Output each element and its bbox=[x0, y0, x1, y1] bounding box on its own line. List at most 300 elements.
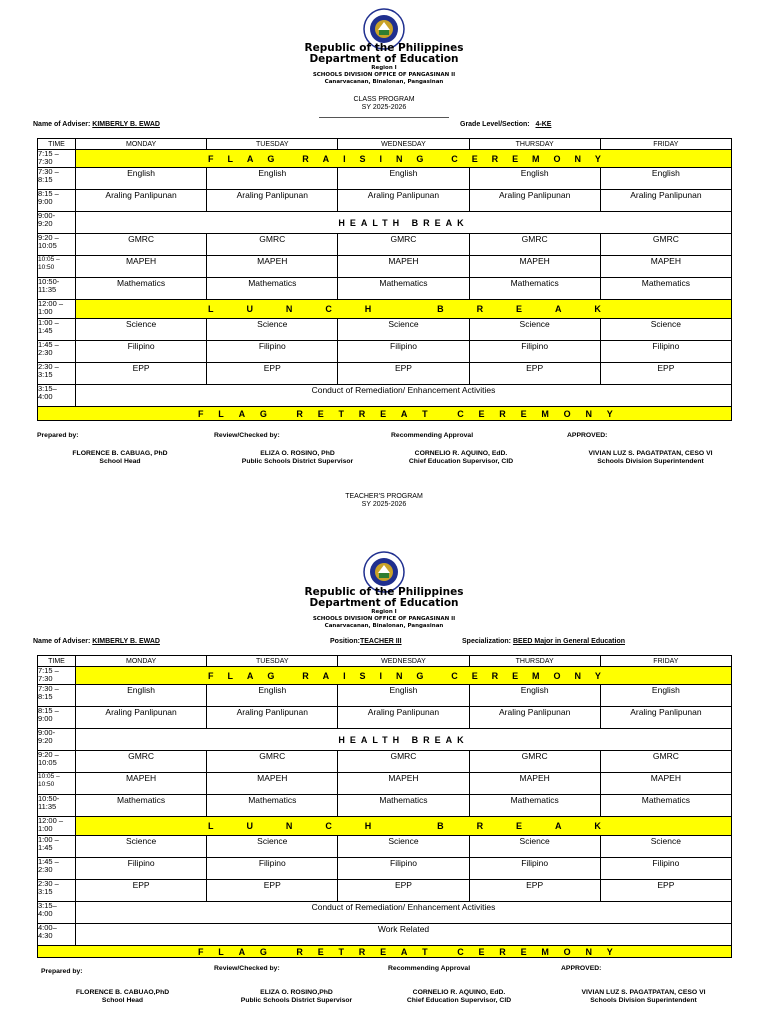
school-head-signatory: FLORENCE B. CABUAO,PhD School Head bbox=[75, 989, 170, 1004]
banner-letter: E bbox=[512, 670, 519, 681]
region-text: Region I bbox=[371, 65, 397, 71]
position-value: TEACHER III bbox=[359, 638, 402, 645]
subject-cell: Science bbox=[338, 319, 469, 341]
address-text: Canarvacanan, Binalonan, Pangasinan bbox=[324, 623, 444, 629]
specialization-value: BEED Major in General Education bbox=[512, 638, 625, 645]
banner-letter: T bbox=[338, 946, 344, 957]
health-break: HEALTH BREAK bbox=[76, 729, 732, 751]
republic-heading: Republic of the Philippines bbox=[304, 42, 464, 54]
banner-letter: C bbox=[451, 153, 458, 164]
psds-signatory: ELIZA O. ROSINO, PhD Public Schools District Supervisor bbox=[241, 450, 354, 465]
subject-cell: MAPEH bbox=[338, 256, 469, 278]
subject-cell: Mathematics bbox=[600, 795, 731, 817]
banner-letter: E bbox=[471, 153, 478, 164]
col-wednesday: WEDNESDAY bbox=[338, 656, 469, 667]
col-time: TIME bbox=[38, 139, 76, 150]
subject-cell: EPP bbox=[76, 363, 207, 385]
banner-letter: E bbox=[478, 946, 485, 957]
banner-letter: R bbox=[358, 946, 366, 957]
subject-cell: Filipino bbox=[469, 341, 600, 363]
subject-cell: Mathematics bbox=[469, 278, 600, 300]
subject-cell: Science bbox=[600, 836, 731, 858]
table-row bbox=[38, 729, 732, 751]
subject-cell: MAPEH bbox=[600, 256, 731, 278]
banner-letter: G bbox=[259, 408, 267, 419]
flag-raising-ceremony bbox=[76, 667, 732, 685]
banner-letter: A bbox=[322, 670, 330, 681]
banner-letter: A bbox=[322, 153, 330, 164]
banner-letter: E bbox=[380, 946, 387, 957]
subject-cell: GMRC bbox=[338, 751, 469, 773]
subject-cell: English bbox=[469, 685, 600, 707]
school-year: SY 2025-2026 bbox=[361, 501, 407, 508]
table-row bbox=[38, 751, 732, 773]
subject-cell: Science bbox=[469, 836, 600, 858]
psds-signatory: ELIZA O. ROSINO,PhD Public Schools District Supervisor bbox=[240, 989, 353, 1004]
banner-letter: M bbox=[532, 670, 540, 681]
time-cell: 7:30 – 8:15 bbox=[38, 685, 76, 707]
subject-cell: Mathematics bbox=[76, 795, 207, 817]
specialization-line: Specialization: BEED Major in General Education bbox=[462, 638, 625, 645]
division-text: SCHOOLS DIVISION OFFICE OF PANGASINAN II bbox=[312, 72, 456, 78]
banner-letter: A bbox=[400, 946, 408, 957]
subject-cell: GMRC bbox=[207, 234, 338, 256]
table-row bbox=[38, 817, 732, 836]
banner-letter: G bbox=[267, 670, 275, 681]
subject-cell: EPP bbox=[76, 880, 207, 902]
banner-letter: E bbox=[471, 670, 478, 681]
banner-letter: S bbox=[359, 153, 366, 164]
banner-letter: R bbox=[499, 408, 506, 419]
sds-signatory: VIVIAN LUZ S. PAGATPATAN, CESO VI Schools Division Superintendent bbox=[581, 989, 706, 1004]
adviser-line: Name of Adviser: KIMBERLY B. EWAD bbox=[33, 121, 160, 128]
teacher-schedule-table bbox=[37, 655, 732, 958]
reviewed-by-label: Review/Checked by: bbox=[214, 965, 280, 972]
flag-retreat-ceremony bbox=[38, 407, 732, 421]
banner-letter: L bbox=[227, 153, 233, 164]
banner-letter: R bbox=[491, 670, 499, 681]
banner-letter: L bbox=[218, 408, 224, 419]
time-cell: 9:00- 9:20 bbox=[38, 212, 76, 234]
banner-letter: R bbox=[296, 408, 303, 419]
banner-letter: U bbox=[246, 821, 253, 831]
subject-cell: Mathematics bbox=[338, 795, 469, 817]
subject-cell: Filipino bbox=[469, 858, 600, 880]
lunch-break bbox=[76, 817, 732, 836]
banner-letter: N bbox=[585, 946, 592, 957]
prepared-by-label: Prepared by: bbox=[37, 432, 79, 439]
banner-letter: O bbox=[553, 670, 561, 681]
banner-letter: G bbox=[267, 153, 275, 164]
table-row bbox=[38, 880, 732, 902]
banner-letter: T bbox=[422, 408, 428, 419]
table-row bbox=[38, 407, 732, 421]
subject-cell: EPP bbox=[469, 880, 600, 902]
time-cell: 9:20 – 10:05 bbox=[38, 234, 76, 256]
subject-cell: Araling Panlipunan bbox=[338, 190, 469, 212]
banner-letter: E bbox=[478, 408, 485, 419]
banner-letter: N bbox=[395, 670, 403, 681]
banner-letter: A bbox=[554, 304, 562, 314]
remediation-activities: Conduct of Remediation/ Enhancement Activities bbox=[76, 902, 732, 924]
banner-letter: N bbox=[285, 304, 293, 314]
table-row bbox=[38, 300, 732, 319]
banner-letter: R bbox=[476, 304, 484, 314]
approved-label: APPROVED: bbox=[567, 432, 608, 439]
prepared-by-label: Prepared by: bbox=[41, 968, 83, 975]
subject-cell: MAPEH bbox=[76, 256, 207, 278]
time-cell: 7:30 – 8:15 bbox=[38, 168, 76, 190]
table-row bbox=[38, 341, 732, 363]
banner-letter: L bbox=[227, 670, 233, 681]
table-row bbox=[38, 150, 732, 168]
banner-letter: E bbox=[317, 946, 324, 957]
banner-letter: N bbox=[574, 153, 581, 164]
subject-cell: EPP bbox=[600, 880, 731, 902]
time-cell: 3:15– 4:00 bbox=[38, 385, 76, 407]
time-cell: 12:00 – 1:00 bbox=[38, 817, 76, 836]
subject-cell: Mathematics bbox=[338, 278, 469, 300]
table-row bbox=[38, 667, 732, 685]
subject-cell: English bbox=[76, 168, 207, 190]
subject-cell: Araling Panlipunan bbox=[207, 707, 338, 729]
subject-cell: English bbox=[600, 685, 731, 707]
time-cell: 8:15 – 9:00 bbox=[38, 190, 76, 212]
banner-letter: E bbox=[512, 153, 519, 164]
banner-letter: Y bbox=[594, 153, 601, 164]
col-monday: MONDAY bbox=[76, 656, 207, 667]
banner-letter: Y bbox=[594, 670, 601, 681]
subject-cell: Science bbox=[76, 319, 207, 341]
banner-letter: C bbox=[457, 408, 464, 419]
flag-retreat-ceremony bbox=[38, 946, 732, 958]
banner-letter: Y bbox=[606, 946, 613, 957]
table-row bbox=[38, 190, 732, 212]
time-cell: 2:30 – 3:15 bbox=[38, 880, 76, 902]
position-line: Position:TEACHER III bbox=[330, 638, 402, 645]
banner-letter: C bbox=[451, 670, 458, 681]
banner-letter: F bbox=[198, 946, 204, 957]
subject-cell: Filipino bbox=[207, 341, 338, 363]
col-time: TIME bbox=[38, 656, 76, 667]
class-program-title bbox=[0, 96, 768, 121]
time-cell: 1:00 – 1:45 bbox=[38, 836, 76, 858]
work-related: Work Related bbox=[76, 924, 732, 946]
banner-letter: M bbox=[541, 408, 549, 419]
subject-cell: Filipino bbox=[207, 858, 338, 880]
adviser-line: Name of Adviser: KIMBERLY B. EWAD bbox=[33, 638, 160, 645]
time-cell: 8:15 – 9:00 bbox=[38, 707, 76, 729]
banner-letter: F bbox=[198, 408, 204, 419]
subject-cell: MAPEH bbox=[76, 773, 207, 795]
banner-letter: N bbox=[574, 670, 581, 681]
subject-cell: English bbox=[338, 685, 469, 707]
subject-cell: Araling Panlipunan bbox=[600, 707, 731, 729]
banner-letter: R bbox=[302, 153, 309, 164]
subject-cell: GMRC bbox=[76, 234, 207, 256]
subject-cell: MAPEH bbox=[338, 773, 469, 795]
subject-cell: English bbox=[338, 168, 469, 190]
banner-letter: L bbox=[218, 946, 224, 957]
region-text: Region I bbox=[371, 609, 397, 615]
banner-letter: N bbox=[585, 408, 592, 419]
subject-cell: Filipino bbox=[76, 858, 207, 880]
banner-letter: R bbox=[302, 670, 309, 681]
banner-letter: Y bbox=[606, 408, 613, 419]
subject-cell: Araling Panlipunan bbox=[76, 190, 207, 212]
banner-letter: A bbox=[246, 153, 254, 164]
recommending-approval-label: Recommending Approval bbox=[391, 432, 474, 439]
subject-cell: English bbox=[469, 168, 600, 190]
subject-cell: MAPEH bbox=[469, 256, 600, 278]
subject-cell: GMRC bbox=[207, 751, 338, 773]
address-text: Canarvacanan, Binalonan, Pangasinan bbox=[324, 79, 444, 85]
table-row bbox=[38, 773, 732, 795]
banner-letter: C bbox=[457, 946, 464, 957]
time-cell: 9:00- 9:20 bbox=[38, 729, 76, 751]
republic-heading: Republic of the Philippines bbox=[304, 586, 464, 598]
ces-signatory: CORNELIO R. AQUINO, EdD. Chief Education Supervisor, CID bbox=[406, 989, 512, 1004]
banner-letter: C bbox=[325, 304, 332, 314]
time-cell: 12:00 – 1:00 bbox=[38, 300, 76, 319]
subject-cell: Filipino bbox=[338, 858, 469, 880]
subject-cell: English bbox=[600, 168, 731, 190]
subject-cell: Mathematics bbox=[207, 278, 338, 300]
banner-letter: O bbox=[563, 946, 571, 957]
table-row bbox=[38, 902, 732, 924]
remediation-activities: Conduct of Remediation/ Enhancement Activities bbox=[76, 385, 732, 407]
subject-cell: English bbox=[76, 685, 207, 707]
subject-cell: MAPEH bbox=[600, 773, 731, 795]
department-heading: Department of Education bbox=[309, 53, 459, 65]
class-schedule-table bbox=[37, 138, 732, 421]
banner-letter: I bbox=[379, 670, 382, 681]
letterhead bbox=[0, 587, 768, 630]
subject-cell: MAPEH bbox=[207, 256, 338, 278]
col-tuesday: TUESDAY bbox=[207, 139, 338, 150]
table-row bbox=[38, 707, 732, 729]
banner-letter: L bbox=[208, 304, 214, 314]
table-header-row bbox=[38, 139, 732, 150]
adviser-name: KIMBERLY B. EWAD bbox=[92, 638, 160, 645]
table-row bbox=[38, 234, 732, 256]
subject-cell: EPP bbox=[469, 363, 600, 385]
banner-letter: I bbox=[343, 153, 346, 164]
subject-cell: Science bbox=[207, 319, 338, 341]
subject-cell: Araling Panlipunan bbox=[338, 707, 469, 729]
school-year: SY 2025-2026 bbox=[361, 104, 407, 111]
subject-cell: MAPEH bbox=[207, 773, 338, 795]
subject-cell: Science bbox=[600, 319, 731, 341]
table-row bbox=[38, 256, 732, 278]
banner-letter: E bbox=[380, 408, 387, 419]
banner-letter: R bbox=[476, 821, 484, 831]
table-row bbox=[38, 795, 732, 817]
col-wednesday: WEDNESDAY bbox=[338, 139, 469, 150]
banner-letter: K bbox=[594, 304, 601, 314]
banner-letter: B bbox=[437, 304, 444, 314]
subject-cell: Science bbox=[207, 836, 338, 858]
subject-cell: Science bbox=[338, 836, 469, 858]
banner-letter: B bbox=[437, 821, 444, 831]
subject-cell: EPP bbox=[338, 363, 469, 385]
table-row bbox=[38, 278, 732, 300]
subject-cell: GMRC bbox=[469, 751, 600, 773]
banner-letter: E bbox=[520, 946, 527, 957]
program-title: CLASS PROGRAM bbox=[353, 96, 415, 103]
teacher-program-title bbox=[0, 493, 768, 509]
banner-letter: R bbox=[499, 946, 506, 957]
time-cell: 4:00– 4:30 bbox=[38, 924, 76, 946]
subject-cell: Filipino bbox=[600, 858, 731, 880]
col-monday: MONDAY bbox=[76, 139, 207, 150]
banner-letter: A bbox=[554, 821, 562, 831]
banner-letter: H bbox=[364, 304, 372, 314]
banner-letter: C bbox=[325, 821, 332, 831]
banner-letter: F bbox=[208, 670, 214, 681]
banner-letter: A bbox=[238, 946, 246, 957]
col-friday: FRIDAY bbox=[600, 656, 731, 667]
banner-letter: E bbox=[317, 408, 324, 419]
banner-letter: M bbox=[541, 946, 549, 957]
time-cell: 2:30 – 3:15 bbox=[38, 363, 76, 385]
subject-cell: Araling Panlipunan bbox=[469, 190, 600, 212]
banner-letter: K bbox=[594, 821, 601, 831]
subject-cell: EPP bbox=[338, 880, 469, 902]
time-cell: 10:50- 11:35 bbox=[38, 795, 76, 817]
table-row bbox=[38, 319, 732, 341]
table-row bbox=[38, 836, 732, 858]
subject-cell: GMRC bbox=[600, 234, 731, 256]
approved-label: APPROVED: bbox=[561, 965, 602, 972]
subject-cell: Mathematics bbox=[207, 795, 338, 817]
banner-letter: A bbox=[238, 408, 246, 419]
time-cell: 3:15– 4:00 bbox=[38, 902, 76, 924]
letterhead bbox=[0, 43, 768, 86]
banner-letter: I bbox=[379, 153, 382, 164]
subject-cell: Filipino bbox=[600, 341, 731, 363]
banner-letter: G bbox=[416, 670, 424, 681]
school-head-signatory: FLORENCE B. CABUAG, PhD School Head bbox=[72, 450, 168, 465]
divider-line bbox=[319, 112, 449, 118]
banner-letter: F bbox=[208, 153, 214, 164]
program-title: TEACHER'S PROGRAM bbox=[345, 493, 423, 500]
reviewed-by-label: Review/Checked by: bbox=[214, 432, 280, 439]
department-heading: Department of Education bbox=[309, 597, 459, 609]
banner-letter: I bbox=[343, 670, 346, 681]
banner-letter: O bbox=[563, 408, 571, 419]
adviser-name: KIMBERLY B. EWAD bbox=[92, 121, 160, 128]
subject-cell: Mathematics bbox=[76, 278, 207, 300]
flag-raising-ceremony bbox=[76, 150, 732, 168]
lunch-break bbox=[76, 300, 732, 319]
time-cell: 1:45 – 2:30 bbox=[38, 341, 76, 363]
table-row bbox=[38, 924, 732, 946]
time-cell: 10:50- 11:35 bbox=[38, 278, 76, 300]
table-row bbox=[38, 363, 732, 385]
ces-signatory: CORNELIO R. AQUINO, EdD. Chief Education Supervisor, CID bbox=[408, 450, 514, 465]
col-friday: FRIDAY bbox=[600, 139, 731, 150]
table-row bbox=[38, 858, 732, 880]
banner-letter: G bbox=[416, 153, 424, 164]
banner-letter: R bbox=[358, 408, 366, 419]
banner-letter: M bbox=[532, 153, 540, 164]
subject-cell: English bbox=[207, 685, 338, 707]
recommending-approval-label: Recommending Approval bbox=[388, 965, 471, 972]
subject-cell: EPP bbox=[207, 363, 338, 385]
subject-cell: Mathematics bbox=[469, 795, 600, 817]
time-cell: 10:05 – 10:50 bbox=[38, 256, 76, 278]
col-thursday: THURSDAY bbox=[469, 656, 600, 667]
time-cell: 10:05 – 10:50 bbox=[38, 773, 76, 795]
time-cell: 7:15 – 7:30 bbox=[38, 150, 76, 168]
banner-letter: U bbox=[246, 304, 253, 314]
subject-cell: Mathematics bbox=[600, 278, 731, 300]
table-row bbox=[38, 685, 732, 707]
subject-cell: Science bbox=[76, 836, 207, 858]
sds-signatory: VIVIAN LUZ S. PAGATPATAN, CESO VI Schools Division Superintendent bbox=[588, 450, 713, 465]
banner-letter: T bbox=[338, 408, 344, 419]
time-cell: 1:45 – 2:30 bbox=[38, 858, 76, 880]
subject-cell: Araling Panlipunan bbox=[600, 190, 731, 212]
subject-cell: Araling Panlipunan bbox=[76, 707, 207, 729]
banner-letter: E bbox=[516, 821, 523, 831]
subject-cell: Science bbox=[469, 319, 600, 341]
banner-letter: N bbox=[285, 821, 293, 831]
subject-cell: Filipino bbox=[76, 341, 207, 363]
subject-cell: Araling Panlipunan bbox=[207, 190, 338, 212]
grade-section-line: Grade Level/Section: 4-KE bbox=[460, 121, 552, 128]
banner-letter: H bbox=[364, 821, 372, 831]
banner-letter: N bbox=[395, 153, 403, 164]
subject-cell: GMRC bbox=[76, 751, 207, 773]
banner-letter: R bbox=[296, 946, 303, 957]
banner-letter: O bbox=[553, 153, 561, 164]
subject-cell: GMRC bbox=[338, 234, 469, 256]
subject-cell: EPP bbox=[600, 363, 731, 385]
grade-section-value: 4-KE bbox=[535, 121, 552, 128]
banner-letter: E bbox=[520, 408, 527, 419]
banner-letter: A bbox=[246, 670, 254, 681]
banner-letter: T bbox=[422, 946, 428, 957]
col-tuesday: TUESDAY bbox=[207, 656, 338, 667]
col-thursday: THURSDAY bbox=[469, 139, 600, 150]
table-row bbox=[38, 212, 732, 234]
health-break: HEALTH BREAK bbox=[76, 212, 732, 234]
banner-letter: G bbox=[259, 946, 267, 957]
table-row bbox=[38, 385, 732, 407]
time-cell: 9:20 – 10:05 bbox=[38, 751, 76, 773]
subject-cell: Araling Panlipunan bbox=[469, 707, 600, 729]
division-text: SCHOOLS DIVISION OFFICE OF PANGASINAN II bbox=[312, 616, 456, 622]
table-header-row bbox=[38, 656, 732, 667]
banner-letter: L bbox=[208, 821, 214, 831]
table-row bbox=[38, 168, 732, 190]
time-cell: 7:15 – 7:30 bbox=[38, 667, 76, 685]
subject-cell: MAPEH bbox=[469, 773, 600, 795]
banner-letter: R bbox=[491, 153, 499, 164]
subject-cell: EPP bbox=[207, 880, 338, 902]
subject-cell: Filipino bbox=[338, 341, 469, 363]
banner-letter: E bbox=[516, 304, 523, 314]
subject-cell: GMRC bbox=[469, 234, 600, 256]
table-row bbox=[38, 946, 732, 958]
banner-letter: S bbox=[359, 670, 366, 681]
banner-letter: A bbox=[400, 408, 408, 419]
subject-cell: GMRC bbox=[600, 751, 731, 773]
time-cell: 1:00 – 1:45 bbox=[38, 319, 76, 341]
subject-cell: English bbox=[207, 168, 338, 190]
